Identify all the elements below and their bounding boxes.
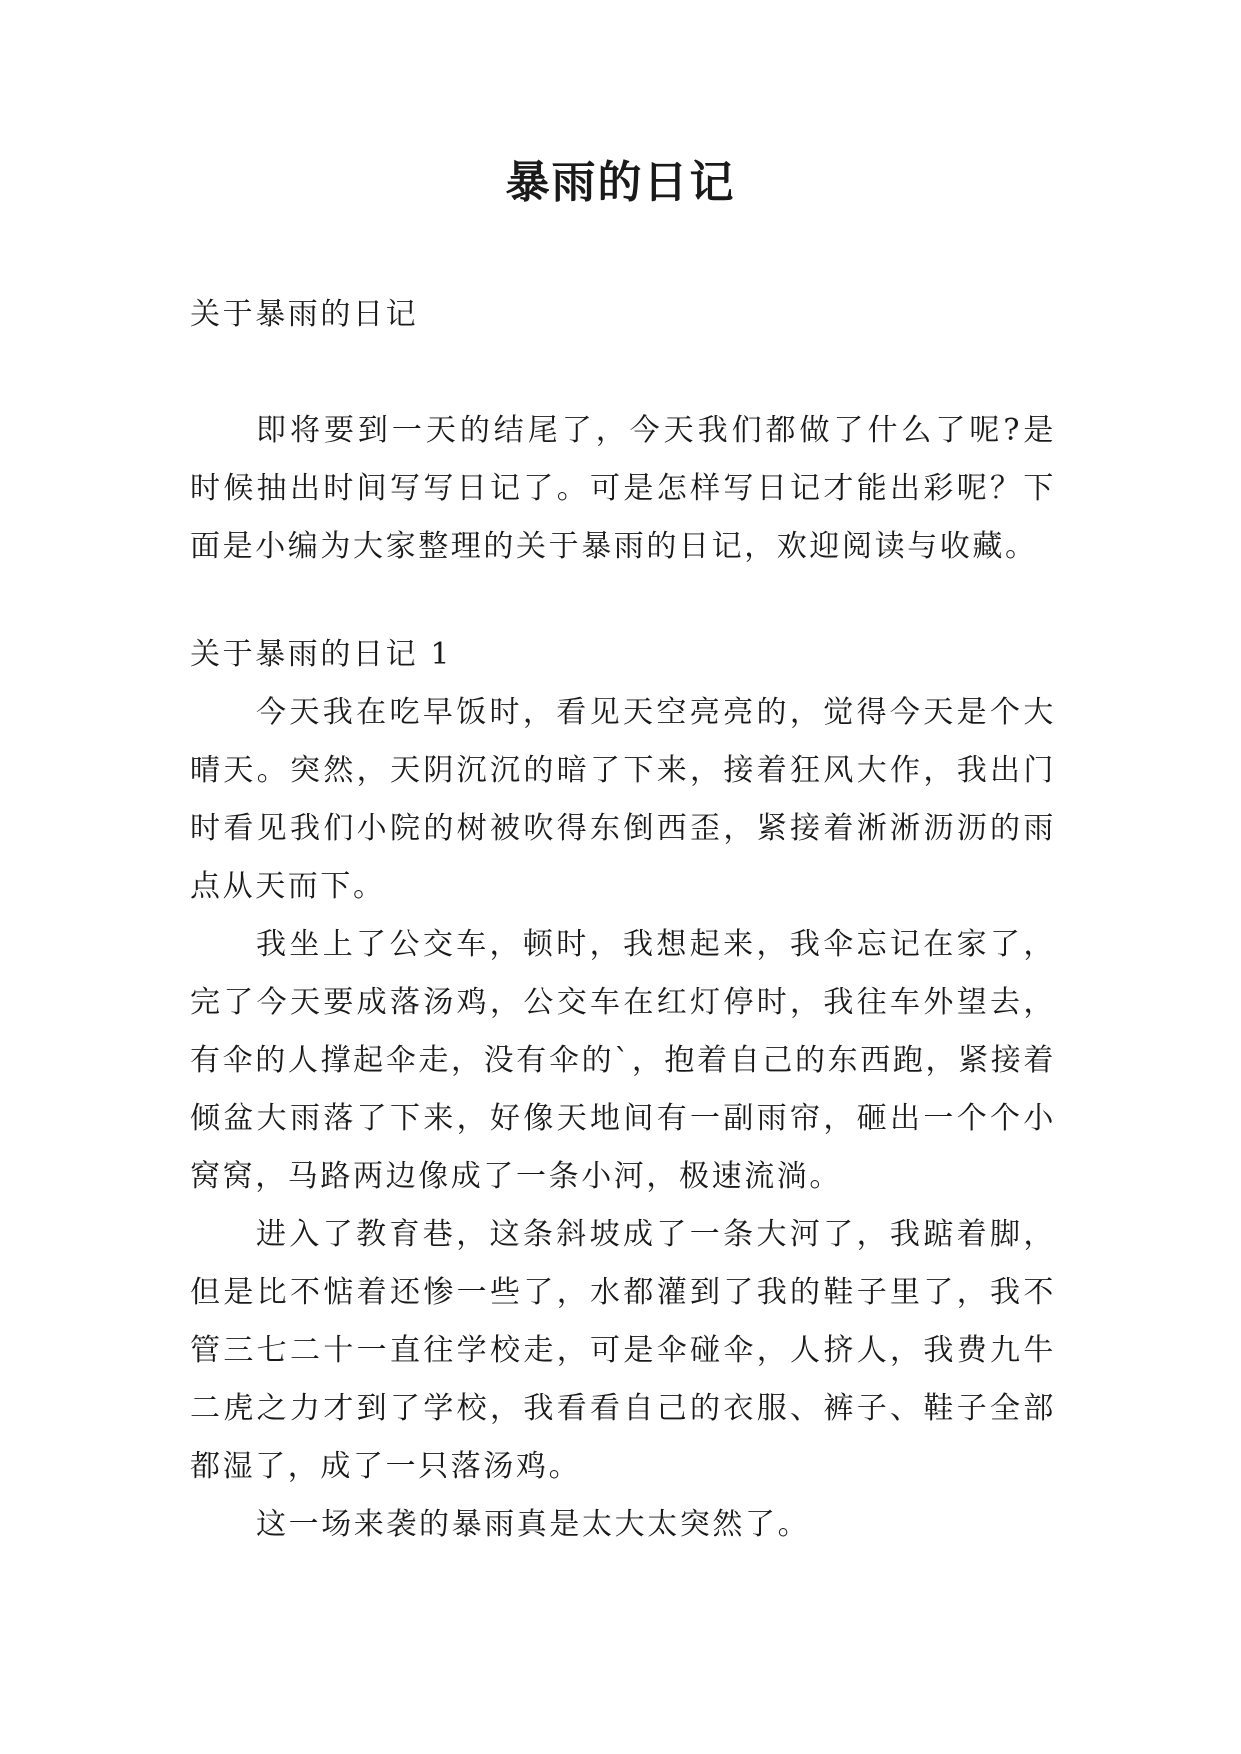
body-paragraph-3: 进入了教育巷，这条斜坡成了一条大河了，我踮着脚，但是比不惦着还惨一些了，水都灌到了我的鞋子里了，我不管三七二十一直往学校走，可是伞碰伞，人挤人，我费九牛二虎之力才到了学校，我看看自己的衣服、裤子、鞋子全部都湿了，成了一只落汤鸡。 <box>190 1217 1056 1484</box>
document-title: 暴雨的日记 <box>505 157 736 208</box>
intro-paragraph: 即将要到一天的结尾了，今天我们都做了什么了呢?是时候抽出时间写写日记了。可是怎样写日记才能出彩呢？下面是小编为大家整理的关于暴雨的日记，欢迎阅读与收藏。 <box>190 413 1056 564</box>
body-paragraph-1: 今天我在吃早饭时，看见天空亮亮的，觉得今天是个大晴天。突然，天阴沉沉的暗了下来，接着狂风大作，我出门时看见我们小院的树被吹得东倒西歪，紧接着淅淅沥沥的雨点从天而下。 <box>190 695 1056 904</box>
document-subtitle: 关于暴雨的日记 <box>190 297 419 332</box>
document-body <box>190 286 1056 1554</box>
body-paragraph-2: 我坐上了公交车，顿时，我想起来，我伞忘记在家了，完了今天要成落汤鸡，公交车在红灯停时，我往车外望去，有伞的人撑起伞走，没有伞的`，抱着自己的东西跑，紧接着倾盆大雨落了下来，好像天地间有一副雨帘，砸出一个个小窝窝，马路两边像成了一条小河，极速流淌。 <box>190 927 1056 1194</box>
body-paragraph-4: 这一场来袭的暴雨真是太大太突然了。 <box>256 1507 811 1542</box>
section-heading: 关于暴雨的日记 1 <box>190 637 453 672</box>
